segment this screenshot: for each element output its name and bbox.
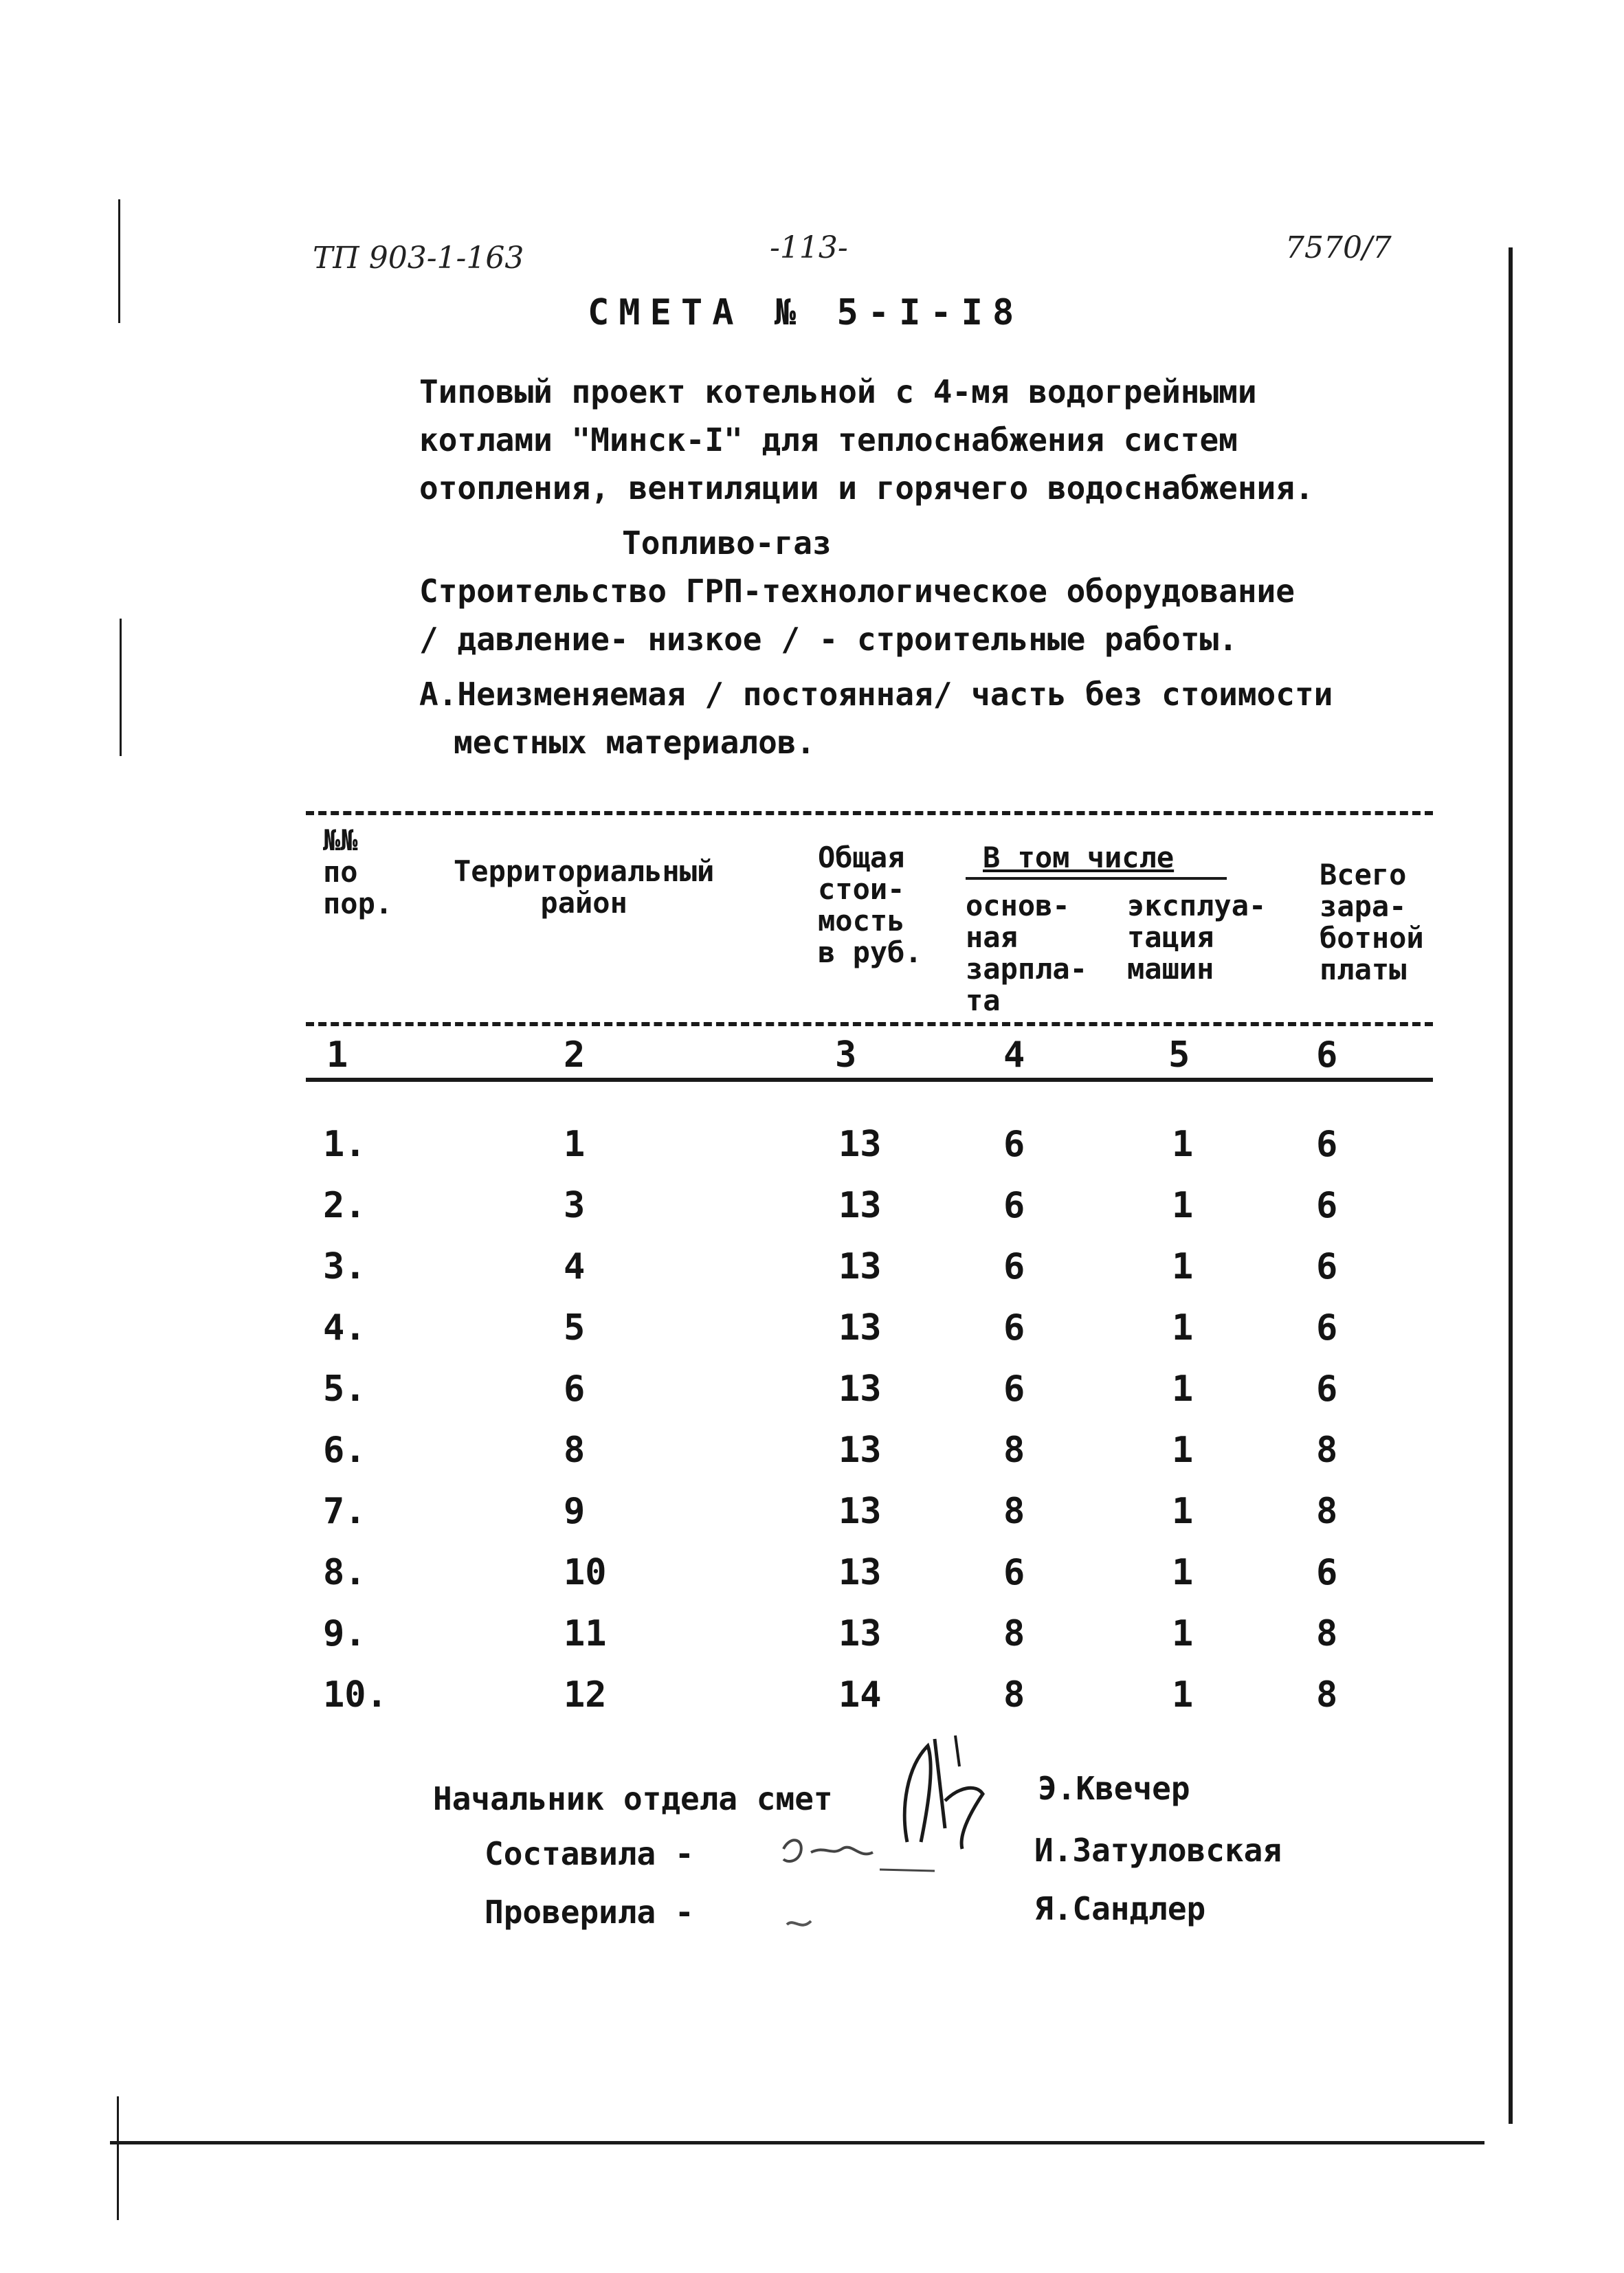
signature-role-1: Начальник отдела смет [433, 1780, 833, 1817]
handwritten-signature-2 [777, 1821, 942, 1883]
row-all-wage: 8 [1316, 1674, 1338, 1716]
header-num: №№ по пор. [323, 823, 393, 920]
reference-number: 7570/7 [1285, 230, 1392, 265]
row-machines: 1 [1172, 1368, 1194, 1410]
row-wage: 8 [1003, 1430, 1025, 1471]
row-machines: 1 [1172, 1246, 1194, 1287]
signature-role-3: Проверила - [485, 1894, 694, 1931]
header-total: Общая стои- мость в руб. [818, 841, 922, 969]
description-block [419, 368, 1314, 512]
description-line-3: отопления, вентиляции и горячего водоснабжения. [419, 469, 1314, 507]
signature-role-2: Составила - [485, 1835, 694, 1872]
row-wage: 8 [1003, 1613, 1025, 1654]
including-underline [966, 877, 1227, 880]
header-bottom-dashed-rule [306, 1022, 1433, 1026]
row-all-wage: 6 [1316, 1368, 1338, 1410]
row-region: 6 [564, 1368, 586, 1410]
row-region: 5 [564, 1307, 586, 1349]
construction-line-1: Строительство ГРП-технологическое оборудование [419, 573, 1295, 610]
description-line-2: котлами "Минск-I" для теплоснабжения систем [419, 421, 1238, 458]
row-total: 13 [838, 1430, 882, 1471]
row-total: 13 [838, 1185, 882, 1226]
signature-name-2: И.Затуловская [1034, 1832, 1282, 1869]
section-line-1: А.Неизменяемая / постоянная/ часть без стоимости [419, 676, 1333, 713]
row-machines: 1 [1172, 1674, 1194, 1716]
row-number: 5. [323, 1368, 366, 1410]
row-number: 2. [323, 1185, 366, 1226]
row-number: 3. [323, 1246, 366, 1287]
header-all-wage: Всего зара- ботной платы [1320, 858, 1424, 986]
row-wage: 6 [1003, 1185, 1025, 1226]
row-wage: 6 [1003, 1246, 1025, 1287]
bottom-rule [110, 2141, 1484, 2144]
row-wage: 6 [1003, 1368, 1025, 1410]
header-region: Территориальный район [454, 854, 715, 920]
row-region: 10 [564, 1552, 607, 1593]
row-total: 13 [838, 1613, 882, 1654]
col-number-5: 5 [1168, 1034, 1190, 1076]
row-machines: 1 [1172, 1124, 1194, 1165]
section-line-2: местных материалов. [454, 724, 816, 761]
page-number: -113- [770, 230, 848, 265]
row-all-wage: 6 [1316, 1185, 1338, 1226]
construction-block [419, 567, 1295, 663]
row-all-wage: 8 [1316, 1613, 1338, 1654]
left-margin-line-mid [120, 619, 122, 756]
col-number-3: 3 [835, 1034, 857, 1076]
row-machines: 1 [1172, 1552, 1194, 1593]
row-region: 4 [564, 1246, 586, 1287]
row-total: 13 [838, 1368, 882, 1410]
row-total: 13 [838, 1124, 882, 1165]
row-machines: 1 [1172, 1185, 1194, 1226]
col-number-1: 1 [326, 1034, 348, 1076]
header-machines: эксплуа- тация машин [1127, 889, 1267, 986]
doc-code: ТП 903-1-163 [313, 241, 524, 276]
construction-line-2: / давление- низкое / - строительные работы. [419, 621, 1238, 658]
row-region: 3 [564, 1185, 586, 1226]
col-number-4: 4 [1003, 1034, 1025, 1076]
row-wage: 8 [1003, 1491, 1025, 1532]
row-wage: 8 [1003, 1674, 1025, 1716]
row-number: 4. [323, 1307, 366, 1349]
col-number-6: 6 [1316, 1034, 1338, 1076]
signature-name-3: Я.Сандлер [1034, 1890, 1206, 1927]
col-number-2: 2 [564, 1034, 586, 1076]
row-wage: 6 [1003, 1552, 1025, 1593]
signature-name-1: Э.Квечер [1038, 1770, 1190, 1807]
col-numbers-underline [306, 1078, 1433, 1082]
row-number: 1. [323, 1124, 366, 1165]
row-wage: 6 [1003, 1124, 1025, 1165]
row-total: 14 [838, 1674, 882, 1716]
row-machines: 1 [1172, 1491, 1194, 1532]
section-block [419, 670, 1333, 766]
header-including: В том числе [983, 841, 1175, 874]
row-number: 8. [323, 1552, 366, 1593]
row-machines: 1 [1172, 1430, 1194, 1471]
row-all-wage: 6 [1316, 1552, 1338, 1593]
header-wage: основ- ная зарпла- та [966, 889, 1088, 1017]
row-region: 8 [564, 1430, 586, 1471]
handwritten-signature-3 [783, 1904, 825, 1938]
row-region: 1 [564, 1124, 586, 1165]
row-region: 9 [564, 1491, 586, 1532]
row-number: 7. [323, 1491, 366, 1532]
row-total: 13 [838, 1552, 882, 1593]
left-margin-line-bottom [117, 2096, 119, 2220]
row-total: 13 [838, 1307, 882, 1349]
row-total: 13 [838, 1491, 882, 1532]
row-machines: 1 [1172, 1307, 1194, 1349]
row-region: 12 [564, 1674, 607, 1716]
row-all-wage: 6 [1316, 1124, 1338, 1165]
description-line-1: Типовый проект котельной с 4-мя водогрейными [419, 373, 1257, 410]
table-top-dashed-rule [306, 811, 1433, 815]
row-machines: 1 [1172, 1613, 1194, 1654]
row-region: 11 [564, 1613, 607, 1654]
right-margin-line [1509, 247, 1513, 2124]
row-all-wage: 8 [1316, 1491, 1338, 1532]
row-total: 13 [838, 1246, 882, 1287]
row-wage: 6 [1003, 1307, 1025, 1349]
row-number: 9. [323, 1613, 366, 1654]
fuel-line: Топливо-газ [622, 524, 832, 562]
row-all-wage: 6 [1316, 1307, 1338, 1349]
row-number: 6. [323, 1430, 366, 1471]
row-all-wage: 6 [1316, 1246, 1338, 1287]
left-margin-line-top [118, 199, 120, 323]
document-title: СМЕТА № 5-I-I8 [588, 292, 1024, 333]
row-all-wage: 8 [1316, 1430, 1338, 1471]
row-number: 10. [323, 1674, 388, 1716]
